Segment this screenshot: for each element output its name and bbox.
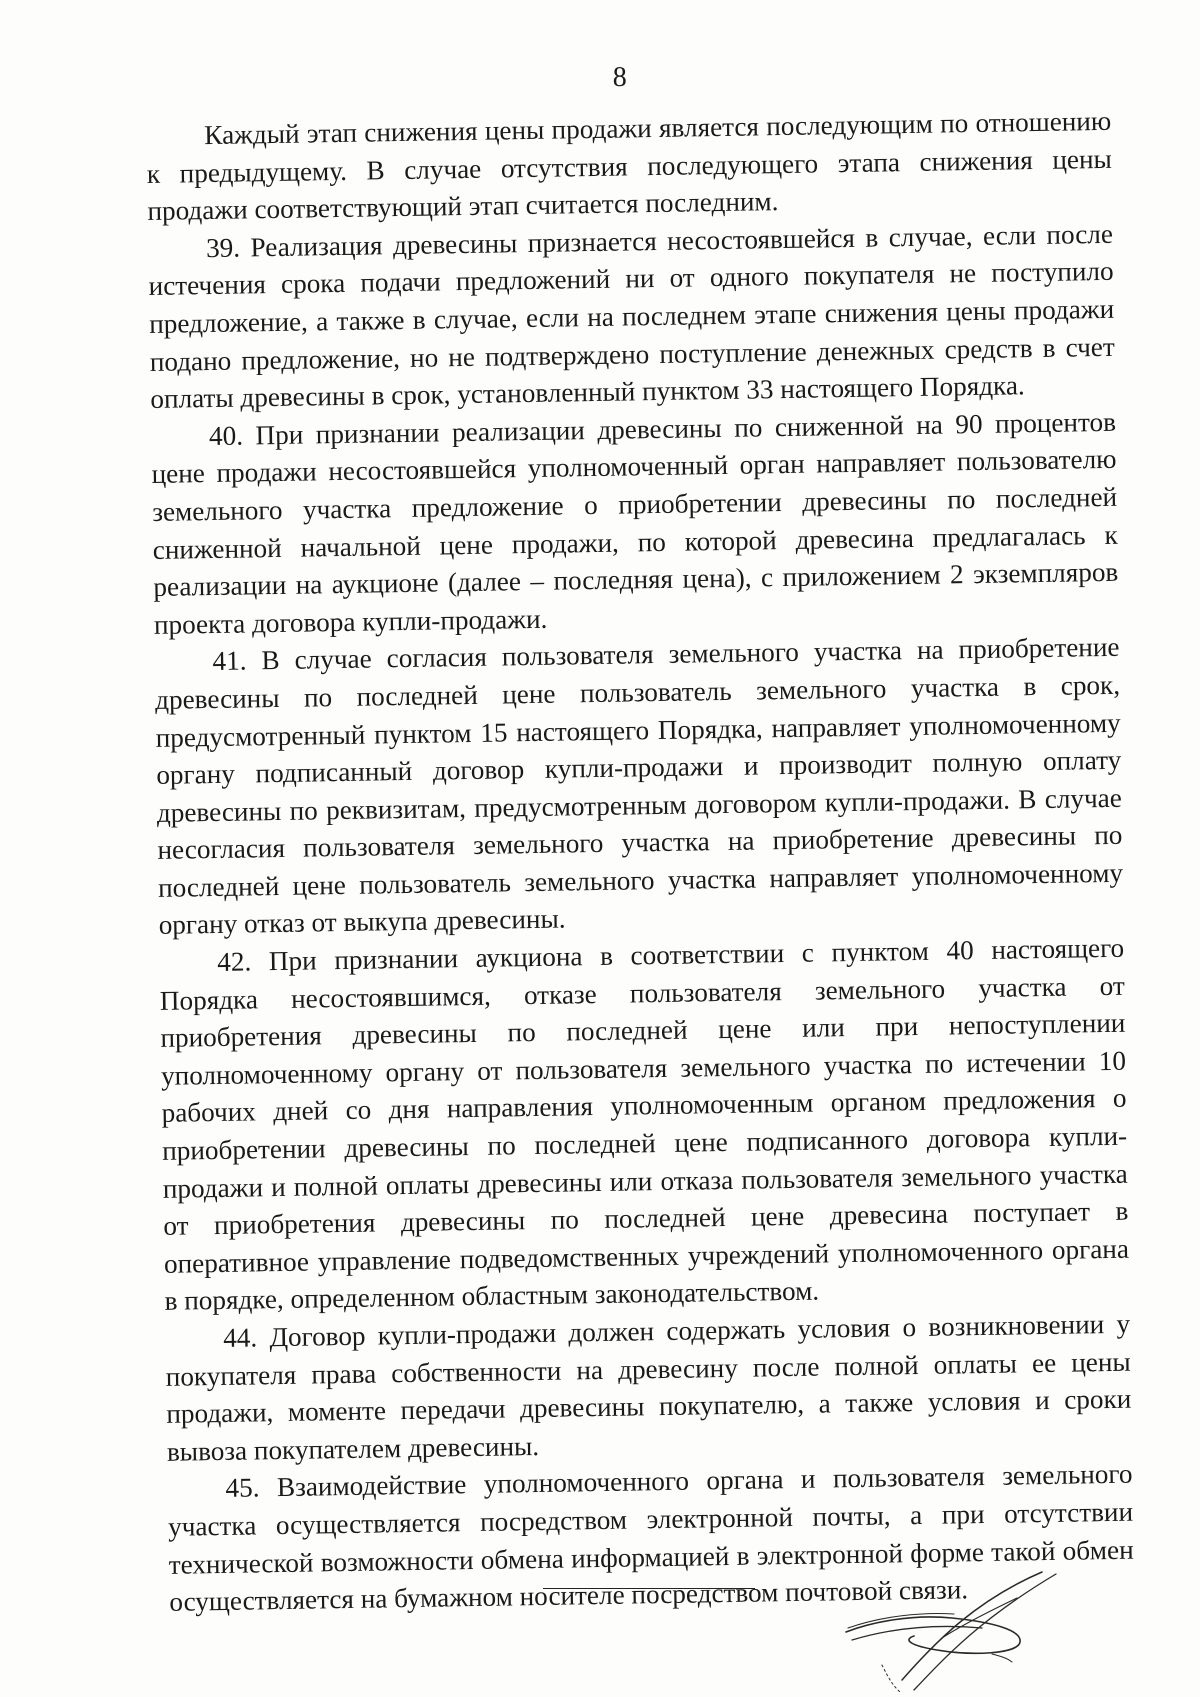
paragraph-39: 39. Реализация древесины признается несостоявшейся в случае, если после истечения срока подачи предложений ни от одного покупателя не поступило предложение, а также в случае, если на последнем этапе снижения цены продажи подано предложение, но не подтверждено поступление денежных средств в счет оплаты древесины в срок, установленный пунктом 33 настоящего Порядка. [148,218,1115,415]
handwritten-signature [842,1570,1082,1697]
paragraph-44: 44. Договор купли-продажи должен содержать условия о возникновении у покупателя права собственности на древесину после полной оплаты ее цены продажи, моменте передачи древесины покупателю, а также условия и сроки вывоза покупателем древесины. [165,1308,1132,1467]
end-separator-line [543,1588,755,1589]
paragraph-42: 42. При признании аукциона в соответствии с пунктом 40 настоящего Порядка несостоявшимся, отказе пользователя земельного участка от приобретения древесины по последней цене или при непоступлении уполномоченному органу от пользователя земельного участка по истечении 10 рабочих дней со дня направления уполномоченным органом предложения о приобретении древесины по последней цене подписанного договора купли-продажи и полной оплаты древесины или отказа пользователя земельного участка от приобретения древесины по последней цене древесина поступает в оперативное управление подведомственных учреждений уполномоченного органа в порядке, определенном областным законодательством. [159,932,1130,1317]
page-number: 8 [612,62,628,93]
paragraph-41: 41. В случае согласия пользователя земельного участка на приобретение древесины по последней цене пользователь земельного участка в срок, предусмотренный пунктом 15 настоящего Порядка, направляет уполномоченному органу подписанный договор купли-продажи и производит полную оплату древесины по реквизитам, предусмотренным договором купли-продажи. В случае несогласия пользователя земельного участка на приобретение древесины по последней цене пользователь земельного участка направляет уполномоченному органу отказ от выкупа древесины. [154,632,1124,941]
paragraph-40: 40. При признании реализации древесины по сниженной на 90 процентов цене продажи несостоявшейся уполномоченный орган направляет пользователю земельного участка предложение о приобретении древесины по последней сниженной начальной цене продажи, по которой древесина предлагалась к реализации на аукционе (далее – последняя цена), с приложением 2 экземпляров проекта договора купли-продажи. [151,406,1119,640]
paragraph-45: 45. Взаимодействие уполномоченного органа и пользователя земельного участка осуществляется посредством электронной почты, а при отсутствии технической возможности обмена информацией в электронной форме такой обмен осуществляется на бумажном носителе посредством почтовой связи. [167,1459,1134,1617]
paragraph-price-reduction-stages: Каждый этап снижения цены продажи является последующим по отношению к предыдущему. В случае отсутствия последующего этапа снижения цены продажи соответствующий этап считается последним. [146,105,1112,227]
document-body [146,103,1135,1622]
